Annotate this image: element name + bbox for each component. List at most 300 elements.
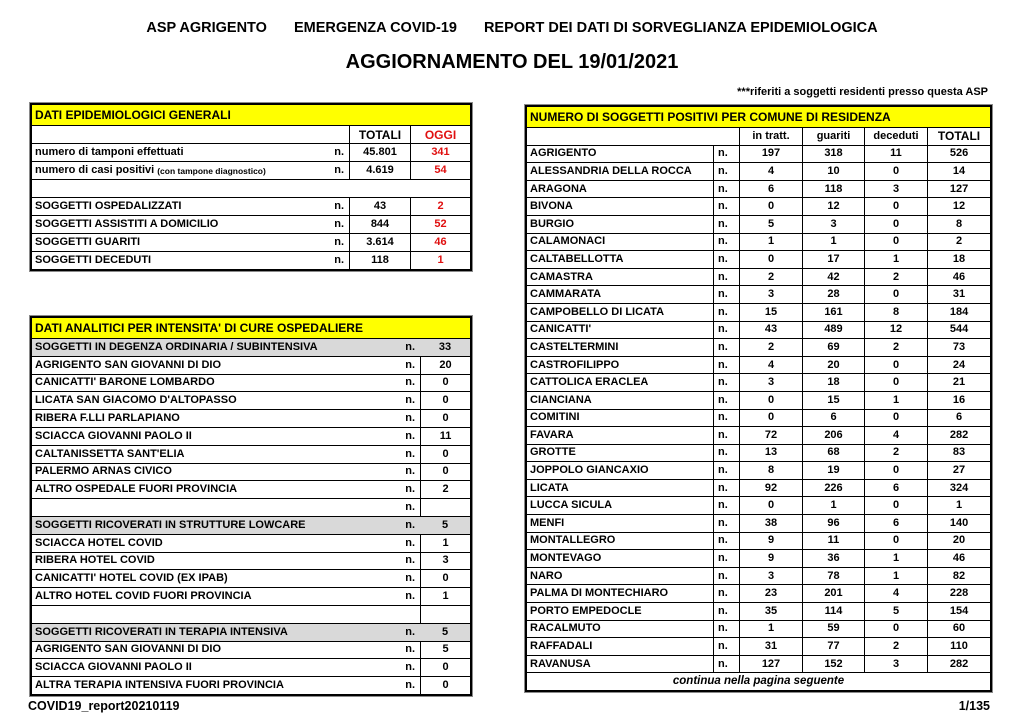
comune-guariti-value: 152 [802,655,864,673]
hospital-table-row [32,463,470,481]
hospital-table-row [32,587,470,605]
row-label-wrap [35,502,417,513]
row-label-cell [32,676,420,694]
n-label: n. [405,625,415,638]
n-label: n. [713,444,739,462]
row-label-wrap [35,255,346,266]
row-value: 5 [420,516,470,534]
comuni-table-title: NUMERO DI SOGGETTI POSITIVI PER COMUNE DI RESIDENZA [527,107,990,127]
comune-deceduti-value: 1 [864,391,927,409]
comune-in-tratt-value: 92 [739,479,802,497]
comune-totali-value: 2 [927,233,990,251]
row-label: PALERMO ARNAS CIVICO [35,465,172,478]
comune-in-tratt-value: 3 [739,567,802,585]
row-label-cell [32,498,420,516]
comune-totali-value: 27 [927,461,990,479]
comune-name: LUCCA SICULA [527,496,713,514]
oggi-value: 2 [410,197,470,215]
comune-name: MONTALLEGRO [527,532,713,550]
comune-guariti-value: 17 [802,250,864,268]
row-label-cell [32,658,420,676]
comune-row [527,285,990,303]
row-label-cell [32,233,349,251]
n-label: n. [713,479,739,497]
comune-row [527,602,990,620]
left-column [30,103,468,696]
continua-note: continua nella pagina seguente [527,672,990,690]
row-label: LICATA SAN GIACOMO D'ALTOPASSO [35,394,237,407]
comune-row [527,496,990,514]
hospital-table-row [32,658,470,676]
row-label-wrap [35,237,346,248]
n-label: n. [405,447,415,460]
row-label-cell [32,569,420,587]
row-label-wrap [35,360,417,371]
hospital-table-row [32,569,470,587]
row-label-wrap [35,555,417,566]
comune-totali-value: 184 [927,303,990,321]
row-label-wrap [35,449,417,460]
continua-row [527,672,990,690]
comune-in-tratt-value: 4 [739,162,802,180]
comune-totali-value: 83 [927,444,990,462]
row-label-wrap [35,219,346,230]
comune-totali-value: 12 [927,197,990,215]
comune-in-tratt-value: 13 [739,444,802,462]
hospital-table-row [32,445,470,463]
comune-guariti-value: 6 [802,409,864,427]
comune-totali-value: 6 [927,409,990,427]
row-label-wrap [35,377,417,388]
hospital-table-row [32,427,470,445]
row-label-cell [32,605,420,623]
hospital-table-row [32,498,470,516]
comune-name: COMITINI [527,409,713,427]
n-label: n. [405,394,415,407]
comune-name: ALESSANDRIA DELLA ROCCA [527,162,713,180]
comune-deceduti-value: 2 [864,444,927,462]
row-label-wrap [35,627,417,638]
n-label: n. [405,376,415,389]
row-value [420,498,470,516]
row-label-wrap [35,342,417,353]
row-label: SOGGETTI DECEDUTI [35,254,152,266]
comune-deceduti-value: 0 [864,233,927,251]
header-spacer-cell [527,127,739,145]
oggi-value: 54 [410,161,470,179]
row-label-cell [32,463,420,481]
comune-totali-value: 20 [927,532,990,550]
comune-deceduti-value: 8 [864,303,927,321]
row-value: 0 [420,391,470,409]
comuni-table-body [527,145,990,673]
hospital-table-row [32,516,470,534]
row-value [420,605,470,623]
n-label: n. [713,496,739,514]
comune-row [527,584,990,602]
n-label: n. [405,661,415,674]
comune-name: LICATA [527,479,713,497]
totali-column-header: TOTALI [349,125,410,143]
row-label-cell [32,391,420,409]
comuni-table-title-row [527,107,990,127]
general-table-row [32,143,470,161]
comune-totali-value: 46 [927,549,990,567]
comune-guariti-value: 96 [802,514,864,532]
comune-guariti-value: 12 [802,197,864,215]
comune-in-tratt-value: 15 [739,303,802,321]
n-label: n. [713,549,739,567]
deceduti-column-header: deceduti [864,127,927,145]
comune-deceduti-value: 1 [864,549,927,567]
comune-row [527,162,990,180]
page-number: 1/135 [958,699,990,713]
comune-row [527,250,990,268]
n-label: n. [713,215,739,233]
comune-deceduti-value: 2 [864,637,927,655]
n-label: n. [405,429,415,442]
comune-row [527,303,990,321]
comune-row [527,426,990,444]
comune-in-tratt-value: 1 [739,233,802,251]
comune-name: CAMPOBELLO DI LICATA [527,303,713,321]
comune-in-tratt-value: 3 [739,373,802,391]
row-label: RIBERA HOTEL COVID [35,554,155,567]
comune-in-tratt-value: 197 [739,145,802,163]
comune-deceduti-value: 3 [864,655,927,673]
row-label-cell [32,480,420,498]
totali-value: 118 [349,251,410,269]
row-label-wrap [35,644,417,655]
general-table-row [32,197,470,215]
row-label-cell [32,215,349,233]
comune-totali-value: 127 [927,180,990,198]
row-label: SCIACCA HOTEL COVID [35,536,163,549]
comune-name: FAVARA [527,426,713,444]
comune-totali-value: 1 [927,496,990,514]
comune-name: PORTO EMPEDOCLE [527,602,713,620]
right-column [525,105,988,692]
n-label: n. [713,180,739,198]
comune-row [527,549,990,567]
row-label-cell [32,356,420,374]
n-label: n. [713,303,739,321]
comune-guariti-value: 19 [802,461,864,479]
comune-totali-value: 82 [927,567,990,585]
comune-guariti-value: 69 [802,338,864,356]
n-label: n. [713,197,739,215]
comune-totali-value: 60 [927,620,990,638]
hospital-table-title: DATI ANALITICI PER INTENSITA' DI CURE OSPEDALIERE [32,318,470,338]
comune-row [527,514,990,532]
oggi-value [410,179,470,197]
row-value: 5 [420,641,470,659]
comune-row [527,356,990,374]
n-label: n. [713,584,739,602]
comune-totali-value: 8 [927,215,990,233]
comune-deceduti-value: 0 [864,461,927,479]
comune-in-tratt-value: 0 [739,250,802,268]
row-label-cell [32,552,420,570]
n-label: n. [405,554,415,567]
hospital-table-row [32,552,470,570]
row-label-wrap [35,165,346,176]
row-label-cell [32,641,420,659]
n-label: n. [713,285,739,303]
comune-name: MONTEVAGO [527,549,713,567]
hospital-table-row [32,409,470,427]
row-label: ALTRO HOTEL COVID FUORI PROVINCIA [35,590,252,603]
hospital-table-row [32,338,470,356]
report-title-part-emergenza: EMERGENZA COVID-19 [293,20,457,36]
comune-row [527,479,990,497]
comune-guariti-value: 3 [802,215,864,233]
general-table-row [32,251,470,269]
n-label: n. [405,340,415,353]
row-label-cell [32,623,420,641]
general-table-title-row [32,105,470,125]
comune-totali-value: 282 [927,655,990,673]
general-table-row [32,161,470,179]
comune-guariti-value: 11 [802,532,864,550]
n-label: n. [713,637,739,655]
comune-guariti-value: 201 [802,584,864,602]
comune-in-tratt-value: 35 [739,602,802,620]
comune-name: CASTELTERMINI [527,338,713,356]
comune-row [527,637,990,655]
n-label: n. [334,236,344,248]
comune-totali-value: 73 [927,338,990,356]
row-label: SOGGETTI ASSISTITI A DOMICILIO [35,218,219,230]
comune-totali-value: 14 [927,162,990,180]
n-label: n. [713,321,739,339]
hospital-table-row [32,641,470,659]
n-label: n. [334,218,344,230]
comune-row [527,197,990,215]
update-date-title: AGGIORNAMENTO DEL 19/01/2021 [345,51,679,73]
n-label: n. [713,426,739,444]
row-label-wrap [35,201,346,212]
comune-guariti-value: 36 [802,549,864,567]
n-label: n. [713,655,739,673]
row-label-wrap [35,591,417,602]
comune-guariti-value: 114 [802,602,864,620]
comune-guariti-value: 78 [802,567,864,585]
comune-totali-value: 324 [927,479,990,497]
n-label: n. [334,254,344,266]
hospital-table-row [32,534,470,552]
row-value: 0 [420,374,470,392]
comune-row [527,532,990,550]
comune-in-tratt-value: 2 [739,268,802,286]
hospital-table-body [32,338,470,694]
n-label: n. [334,164,344,176]
comune-row [527,180,990,198]
totali-value [349,179,410,197]
comune-name: RAVANUSA [527,655,713,673]
comune-deceduti-value: 0 [864,409,927,427]
general-table-title: DATI EPIDEMIOLOGICI GENERALI [32,105,470,125]
comune-in-tratt-value: 0 [739,391,802,409]
row-label-cell [32,197,349,215]
row-value: 3 [420,552,470,570]
comune-in-tratt-value: 72 [739,426,802,444]
comune-guariti-value: 318 [802,145,864,163]
row-label-wrap [35,484,417,495]
comune-totali-value: 24 [927,356,990,374]
in-tratt-column-header: in tratt. [739,127,802,145]
totali-value: 844 [349,215,410,233]
row-label: numero di casi positivi [35,164,155,176]
comune-guariti-value: 28 [802,285,864,303]
n-label: n. [713,532,739,550]
totali-value: 43 [349,197,410,215]
row-label-wrap [35,680,417,691]
comune-in-tratt-value: 0 [739,197,802,215]
row-label-cell [32,587,420,605]
n-label: n. [405,679,415,692]
row-label: ALTRA TERAPIA INTENSIVA FUORI PROVINCIA [35,679,284,692]
n-label: n. [713,373,739,391]
report-title-part-asp: ASP AGRIGENTO [146,20,267,36]
comune-guariti-value: 42 [802,268,864,286]
comune-name: CANICATTI' [527,321,713,339]
footer-file-name: COVID19_report20210119 [28,699,180,713]
comune-deceduti-value: 0 [864,197,927,215]
comune-name: CIANCIANA [527,391,713,409]
totali-value: 4.619 [349,161,410,179]
row-label: SOGGETTI RICOVERATI IN STRUTTURE LOWCARE [35,518,306,531]
comune-in-tratt-value: 8 [739,461,802,479]
row-value: 5 [420,623,470,641]
n-label: n. [713,145,739,163]
comune-guariti-value: 68 [802,444,864,462]
comune-totali-value: 282 [927,426,990,444]
report-title [0,20,1024,36]
row-label: SOGGETTI IN DEGENZA ORDINARIA / SUBINTENSIVA [35,340,318,353]
comune-in-tratt-value: 6 [739,180,802,198]
comune-in-tratt-value: 0 [739,409,802,427]
row-value: 11 [420,427,470,445]
n-label: n. [405,483,415,496]
row-label-cell [32,534,420,552]
comune-totali-value: 154 [927,602,990,620]
comune-deceduti-value: 1 [864,567,927,585]
comune-in-tratt-value: 127 [739,655,802,673]
comune-deceduti-value: 0 [864,162,927,180]
comune-row [527,268,990,286]
comune-guariti-value: 489 [802,321,864,339]
comune-in-tratt-value: 0 [739,496,802,514]
comune-deceduti-value: 0 [864,620,927,638]
comune-row [527,444,990,462]
n-label: n. [713,250,739,268]
n-label: n. [713,620,739,638]
comune-guariti-value: 10 [802,162,864,180]
row-label-wrap [35,413,417,424]
hospital-table-row [32,374,470,392]
n-label: n. [405,590,415,603]
comune-totali-value: 16 [927,391,990,409]
comune-row [527,145,990,163]
n-label: n. [713,356,739,374]
comune-name: CALTABELLOTTA [527,250,713,268]
comuni-table-header-row [527,127,990,145]
comune-name: CASTROFILIPPO [527,356,713,374]
comune-row [527,567,990,585]
n-label: n. [405,536,415,549]
comune-guariti-value: 1 [802,496,864,514]
n-label: n. [405,412,415,425]
comune-row [527,373,990,391]
n-label: n. [405,465,415,478]
comune-deceduti-value: 5 [864,602,927,620]
comune-row [527,461,990,479]
oggi-value: 1 [410,251,470,269]
row-label-cell [32,445,420,463]
totali-column-header: TOTALI [927,127,990,145]
comuni-positives-table [525,105,992,692]
row-label-cell [32,179,349,197]
n-label: n. [405,643,415,656]
oggi-column-header: OGGI [410,125,470,143]
hospital-care-table [30,316,472,696]
comune-deceduti-value: 0 [864,285,927,303]
comune-in-tratt-value: 38 [739,514,802,532]
hospital-table-row [32,356,470,374]
row-label-wrap [35,573,417,584]
comune-name: RAFFADALI [527,637,713,655]
row-value: 33 [420,338,470,356]
comune-guariti-value: 59 [802,620,864,638]
general-table-body [32,143,470,269]
n-label: n. [405,572,415,585]
hospital-table-row [32,480,470,498]
row-value: 0 [420,409,470,427]
n-label: n. [713,162,739,180]
row-label: CANICATTI' HOTEL COVID (EX IPAB) [35,572,228,585]
comune-totali-value: 18 [927,250,990,268]
comune-deceduti-value: 1 [864,250,927,268]
comune-in-tratt-value: 43 [739,321,802,339]
comune-deceduti-value: 4 [864,584,927,602]
row-value: 1 [420,587,470,605]
row-label-cell [32,251,349,269]
comune-row [527,391,990,409]
row-label: AGRIGENTO SAN GIOVANNI DI DIO [35,643,221,656]
row-label: RIBERA F.LLI PARLAPIANO [35,412,180,425]
comune-totali-value: 544 [927,321,990,339]
general-table-row [32,215,470,233]
comune-in-tratt-value: 9 [739,532,802,550]
comune-row [527,338,990,356]
comune-totali-value: 228 [927,584,990,602]
comune-totali-value: 21 [927,373,990,391]
comune-name: AGRIGENTO [527,145,713,163]
comune-totali-value: 46 [927,268,990,286]
row-value: 0 [420,676,470,694]
row-label-wrap [35,147,346,158]
comune-in-tratt-value: 3 [739,285,802,303]
comune-deceduti-value: 0 [864,496,927,514]
row-value: 0 [420,658,470,676]
n-label: n. [713,233,739,251]
comune-guariti-value: 15 [802,391,864,409]
hospital-table-row [32,676,470,694]
comune-name: CATTOLICA ERACLEA [527,373,713,391]
row-label-wrap [35,662,417,673]
row-label: SCIACCA GIOVANNI PAOLO II [35,429,192,442]
